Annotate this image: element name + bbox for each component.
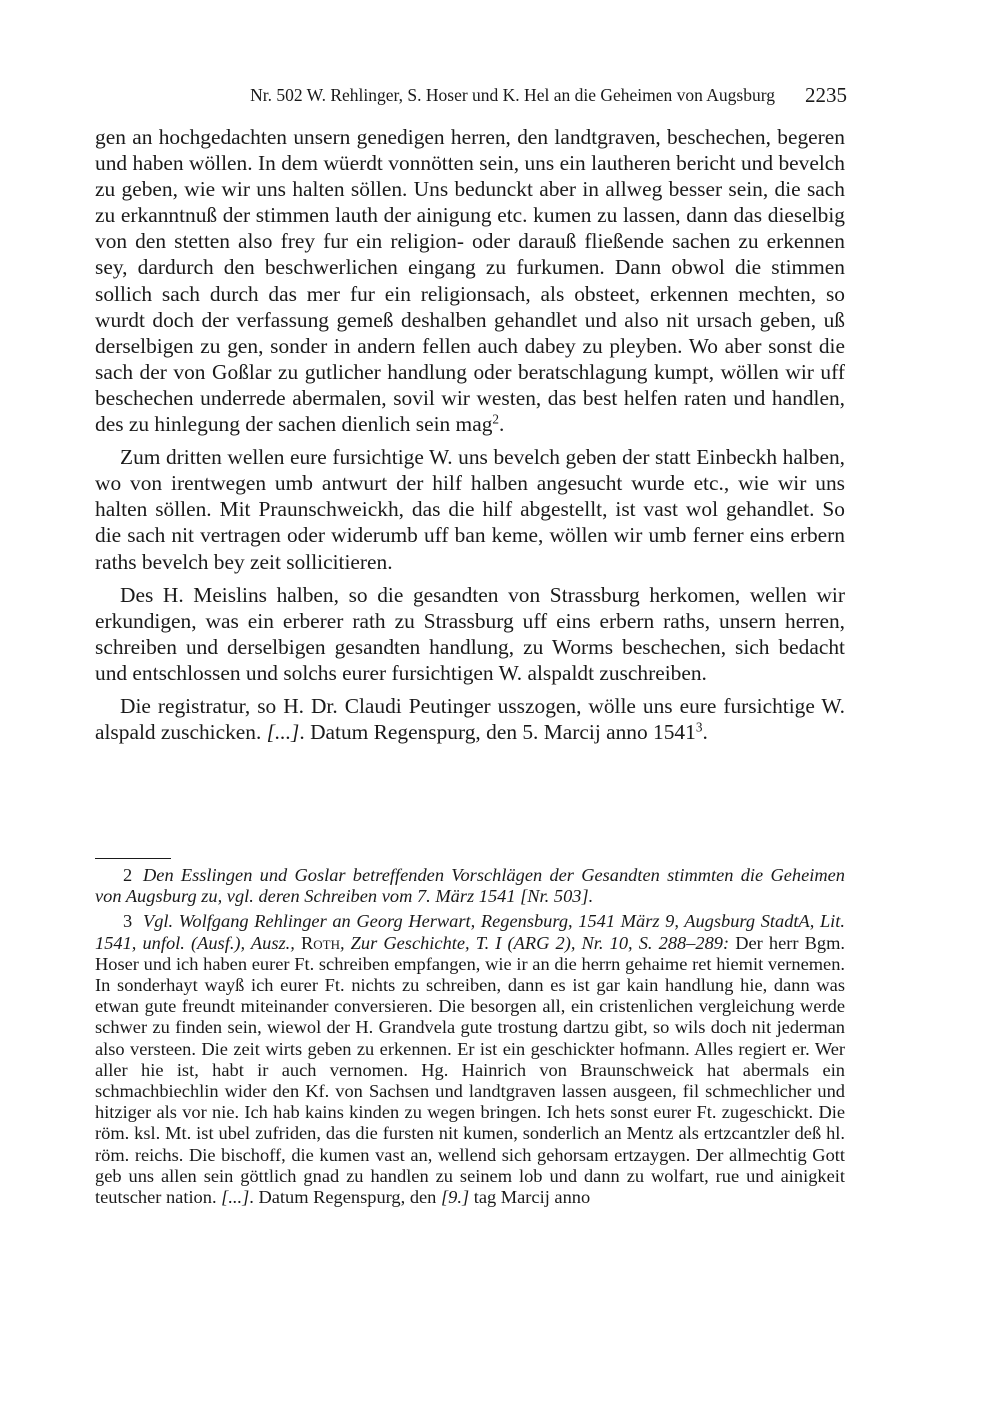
running-head-title: Nr. 502 W. Rehlinger, S. Hoser und K. Hel an die Geheimen von Augsburg <box>250 85 775 105</box>
footnote-3-tail: . Datum Regenspurg, den <box>249 1187 437 1208</box>
paragraph-4-end: . <box>702 720 708 745</box>
footnotes <box>95 865 845 1212</box>
footnote-2 <box>95 865 845 907</box>
running-head <box>95 80 847 110</box>
footnote-3-author: Roth <box>300 932 340 953</box>
footnote-3-omission: [...] <box>221 1187 250 1208</box>
footnote-3-number: 3 <box>123 911 133 932</box>
paragraph-3: Des H. Meislins halben, so die gesandten von Strassburg herkomen, wellen wir erkundigen, was ein erberer rath zu Strassburg uff eins erbern raths, unsern herren, schreiben und derselbigen gesandten handlung, zu Worms beschechen, sich bedacht und entschlossen und solchs eurer fursichtigen W. alspaldt zuschreiben. <box>95 582 845 685</box>
paragraph-2: Zum dritten wellen eure fursichtige W. uns bevelch geben der statt Einbeckh halben, wo von irentwegen umb antwurt der hilf halben angesucht wurde etc., wie wir uns halten söllen. Mit Praunschweickh, das die hilf abgestellt, ist vast wol gehandlet. So die sach nit vertragen oder widerumb uff ban keme, wöllen wir umb ferner eins erbern raths bevelch bey zeit sollicitieren. <box>95 445 845 574</box>
paragraph-4-omission: [...] <box>266 720 300 745</box>
footnote-3-reference: , Zur Geschichte, T. I (ARG 2), Nr. 10, S. 288–289: <box>339 932 730 953</box>
footnote-3-intro: Vgl. Wolfgang Rehlinger an Georg Herwart, Regensburg, 1541 März 9, Augsburg StadtA, Lit. 1541, unfol. (Ausf.), Ausz., <box>95 911 845 953</box>
footnote-3-quote: Der herr Bgm. Hoser und ich haben eurer Ft. schreiben empfangen, wie ir an die herrn gehaime ret hiemit vernemen. In sonderhayt wayß ich eurer Ft. nichts zu schreiben, dann es ist gar kain handlung hie, dann was etwan gute freundt miteinander conversieren. Die besorgen all, ein cristenlichen vergleichung werde schwer zu finden sein, wiewol der H. Grandvela gute trostung dartzu gibt, so wils doch nit jederman also versteen. Die zeit wirts geben zu erkennen. Er ist ein geschickter hofmann. Alles regiert er. Wer aller hie ist, habt ir auch vernomen. Hg. Hainrich von Braunschweick hat abermals ein schmachbiechlin wider den Kf. von Sachsen und landtgraven lassen ausgeen, fil schmechlicher und hitziger als vor nie. Ich hab kains kinden zu wegen bringen. Ich hets sonst eurer Ft. zugeschickt. Die röm. ksl. Mt. ist ubel zufriden, das die fursten nit kumen, sonderlich an Mentz als ertzcantzler deß hl. röm. reichs. Die bischoff, die kumen vast an, wellend sich gehorsam ertzaygen. Der allmechtig Gott geb uns allen sein göttlich gnad zu handlen zu seinem lob und dann zu wolfart, rue und ainigkeit teutscher nation. <box>95 932 845 1208</box>
paragraph-1-end: . <box>499 412 505 437</box>
footnote-rule <box>95 858 171 859</box>
paragraph-4 <box>95 693 845 745</box>
footnote-2-number: 2 <box>123 865 133 885</box>
footnote-ref-2: 2 <box>492 411 500 427</box>
paragraph-4-text-b: . Datum Regenspurg, den 5. Marcij anno 1541 <box>299 720 696 745</box>
footnote-3-date: [9.] <box>441 1187 470 1208</box>
paragraph-1-text: gen an hochgedachten unsern genedigen herren, den landtgraven, beschechen, begeren und haben wöllen. In dem wüerdt vonnötten sein, uns ein lautheren bericht und bevelch zu geben, wie wir uns halten söllen. Uns bedunckt aber in allweg besser sein, die sach zu erkanntnuß der stimmen lauth der ainigung etc. kumen zu lassen, dann das dieselbig von den stetten also frey fur ein religion- oder darauß fließende sachen zu erkennen sey, dardurch den beschwerlichen eingang zu furkumen. Dann obwol die stimmen sollich sach durch das mer fur ein religionsach, als obsteet, erkennen mechten, so wurdt doch der verfassung gemeß deshalben gehandlet und also nit ursach geben, uß derselbigen zu gen, sonder in andern fellen auch dabey zu pleyben. Wo aber sonst die sach der von Goßlar zu gutlicher handlung oder beratschlagung kumpt, wöllen wir uff beschechen underrede abermalen, sovil wir westen, das best helfen raten und handlen, des zu hinlegung der sachen dienlich sein mag <box>95 125 845 437</box>
footnote-2-text: Den Esslingen und Goslar betreffenden Vorschlägen der Gesandten stimmten die Geheimen von Augsburg zu, vgl. deren Schreiben vom 7. März 1541 [Nr. 503]. <box>95 865 845 907</box>
paragraph-1 <box>95 124 845 437</box>
footnote-3-tail2: tag Marcij anno <box>473 1187 591 1208</box>
main-text <box>95 124 845 752</box>
page-number: 2235 <box>805 83 847 107</box>
footnote-3 <box>95 911 845 1208</box>
footnote-ref-3: 3 <box>695 719 703 735</box>
paragraph-4-text-a: Die registratur, so H. Dr. Claudi Peutinger usszogen, wölle uns eure fursichtige W. alspald zuschicken. <box>95 693 845 745</box>
